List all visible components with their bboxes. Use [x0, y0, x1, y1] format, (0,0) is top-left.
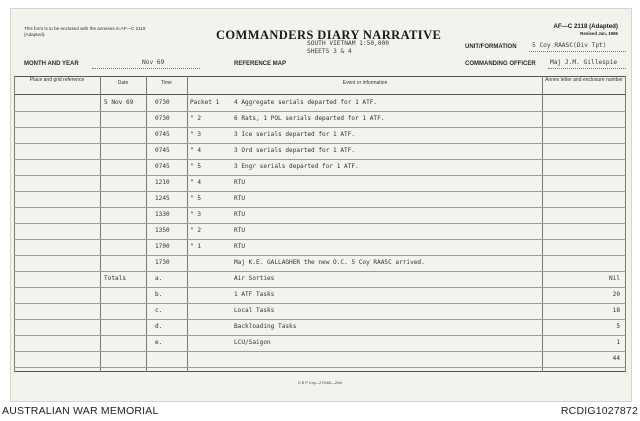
event-text-cell: RTU [234, 179, 246, 186]
reference-map-line1: SOUTH VIETNAM 1:50,000 [307, 40, 389, 47]
table-row [14, 335, 626, 351]
annex-cell: 18 [612, 307, 620, 314]
time-cell: 0730 [155, 115, 170, 122]
event-text-cell: Backloading Tasks [234, 323, 297, 330]
annex-cell [550, 159, 620, 175]
table-row [14, 303, 626, 319]
form-title: COMMANDERS DIARY NARRATIVE [216, 28, 442, 42]
event-mark-cell: " 4 [190, 147, 202, 154]
time-cell: b. [155, 291, 163, 298]
event-text-cell: 1 ATF Tasks [234, 291, 275, 298]
annex-cell [550, 223, 620, 239]
month-year-label: MONTH AND YEAR [24, 61, 79, 67]
revision-date: Revised Jan, 1965 [580, 31, 618, 36]
event-text-cell: 3 Ord serials departed for 1 ATF. [234, 147, 356, 154]
time-cell: 1700 [155, 243, 170, 250]
time-cell: 0730 [155, 99, 170, 106]
event-mark-cell: " 2 [190, 115, 202, 122]
co-underline [548, 68, 626, 69]
time-cell: 1245 [155, 195, 170, 202]
table-row [14, 351, 626, 367]
annex-cell [550, 127, 620, 143]
annex-cell: 44 [612, 355, 620, 362]
reference-map-label: REFERENCE MAP [234, 61, 287, 67]
table-row [14, 239, 626, 255]
table-row [14, 159, 626, 175]
col-header-date: Date [117, 80, 129, 86]
annex-cell: 5 [616, 323, 620, 330]
annex-cell [550, 111, 620, 127]
unit-value: 5 Coy RAASC(Div Tpt) [532, 42, 607, 49]
event-text-cell: Air Sorties [234, 275, 275, 282]
event-mark-cell: " 2 [190, 227, 202, 234]
table-row [14, 191, 626, 207]
event-text-cell: RTU [234, 227, 246, 234]
time-cell: 1210 [155, 179, 170, 186]
row-rule [14, 367, 626, 368]
time-cell: e. [155, 339, 163, 346]
co-label: COMMANDING OFFICER [465, 61, 536, 67]
time-cell: 0745 [155, 147, 170, 154]
table-row [14, 111, 626, 127]
event-text-cell: Local Tasks [234, 307, 275, 314]
annex-cell: 20 [612, 291, 620, 298]
event-mark-cell: " 4 [190, 179, 202, 186]
table-row [14, 95, 626, 111]
table-row [14, 271, 626, 287]
event-text-cell: RTU [234, 211, 246, 218]
annex-cell: 1 [616, 339, 620, 346]
event-text-cell: RTU [234, 243, 246, 250]
form-code-block [553, 23, 618, 36]
print-code: G B P Coy—275/65—20m [297, 381, 343, 385]
table-row [14, 207, 626, 223]
table-row [14, 175, 626, 191]
col-header-event: Event or information [342, 80, 388, 86]
event-text-cell: 4 Aggregate serials departed for 1 ATF. [234, 99, 378, 106]
annex-cell [550, 175, 620, 191]
table-row [14, 287, 626, 303]
table-row [14, 127, 626, 143]
time-cell: d. [155, 323, 163, 330]
event-mark-cell: " 1 [190, 243, 202, 250]
time-cell: 1330 [155, 211, 170, 218]
table-bottom-rule [14, 371, 626, 372]
annex-cell [550, 207, 620, 223]
reference-map-value [307, 40, 389, 56]
event-mark-cell: " 5 [190, 163, 202, 170]
event-mark-cell: Packet 1 [190, 99, 220, 106]
date-cell: 5 Nov 69 [104, 99, 134, 106]
date-cell: Totals [104, 275, 127, 282]
time-cell: 0745 [155, 131, 170, 138]
time-cell: 0745 [155, 163, 170, 170]
col-header-annex: Annex letter and enclosure number [545, 77, 623, 83]
time-cell: a. [155, 275, 163, 282]
event-text-cell: RTU [234, 195, 246, 202]
annex-cell: Nil [608, 275, 620, 282]
time-cell: 1730 [155, 259, 170, 266]
enclosure-note: This form is to be enclosed with the annexes in AF—C 2119 (Adapted). [24, 26, 146, 37]
archive-credit: AUSTRALIAN WAR MEMORIAL [2, 405, 159, 417]
annex-cell [550, 255, 620, 271]
reference-map-line2: SHEETS 3 & 4 [307, 48, 352, 55]
event-mark-cell: " 3 [190, 211, 202, 218]
col-header-place: Place and grid reference [29, 77, 85, 83]
archive-reference: RCDIG1027872 [560, 405, 638, 417]
table-top-rule [14, 76, 626, 77]
annex-cell [550, 239, 620, 255]
table-row [14, 143, 626, 159]
event-text-cell: Maj K.E. GALLAGHER the new O.C. 5 Coy RAASC arrived. [234, 259, 425, 266]
annex-cell [550, 143, 620, 159]
month-year-underline [92, 68, 200, 69]
annex-cell [550, 95, 620, 111]
time-cell: 1350 [155, 227, 170, 234]
annex-cell [550, 191, 620, 207]
time-cell: c. [155, 307, 163, 314]
event-mark-cell: " 5 [190, 195, 202, 202]
unit-underline [529, 51, 626, 52]
co-value: Maj J.M. Gillespie [550, 59, 618, 66]
event-mark-cell: " 3 [190, 131, 202, 138]
event-text-cell: 6 Rats, 1 POL serials departed for 1 ATF. [234, 115, 385, 122]
table-row [14, 223, 626, 239]
unit-label: UNIT/FORMATION [465, 44, 517, 50]
table-row [14, 255, 626, 271]
event-text-cell: LCU/Saigon [234, 339, 271, 346]
col-header-time: Time [161, 80, 172, 86]
event-text-cell: 3 Engr serials departed for 1 ATF. [234, 163, 359, 170]
event-text-cell: 3 Ice serials departed for 1 ATF. [234, 131, 356, 138]
form-code: AF—C 2118 (Adapted) [553, 23, 618, 30]
diary-table [14, 76, 626, 372]
table-row [14, 319, 626, 335]
month-year-value: Nov 69 [142, 59, 165, 66]
